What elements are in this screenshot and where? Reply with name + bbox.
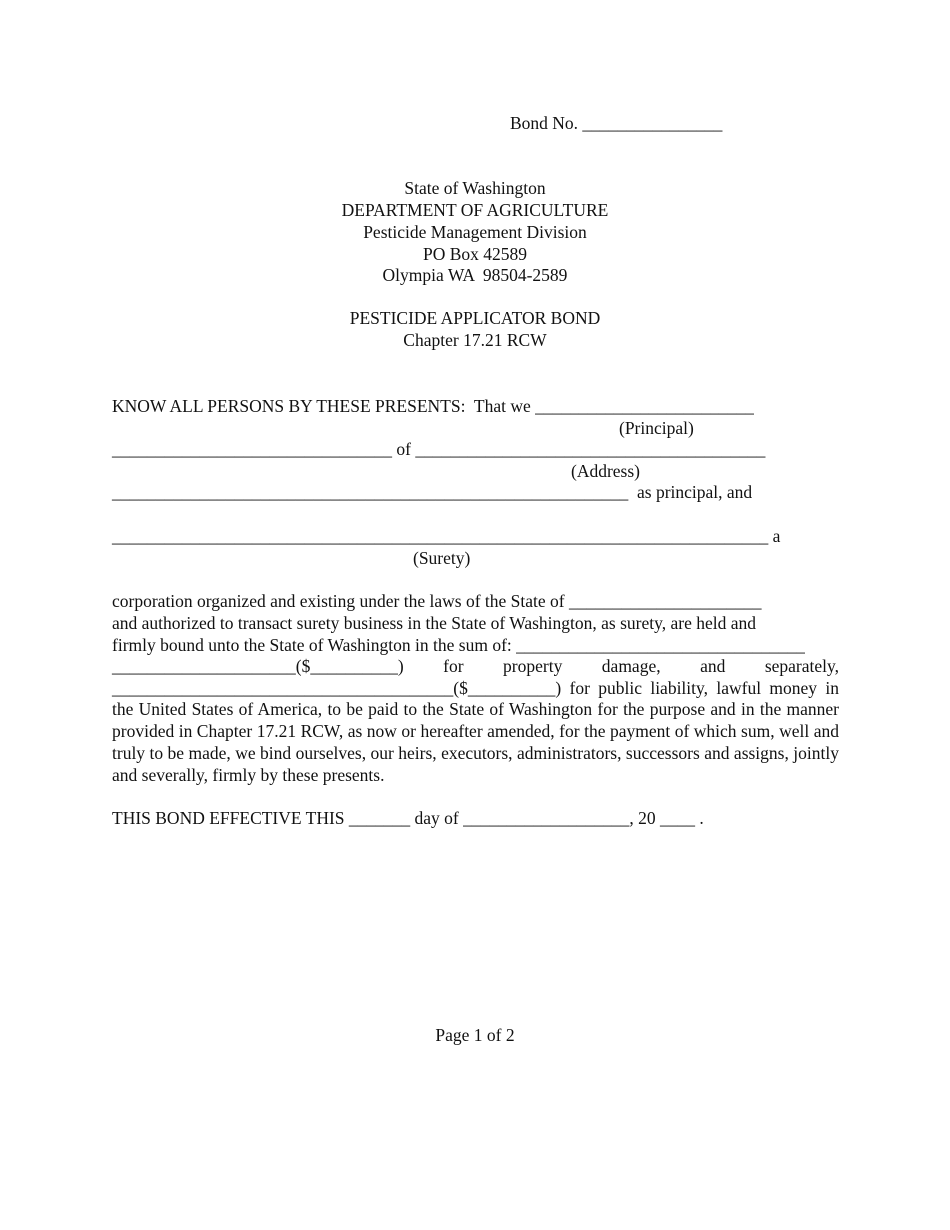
principal-label: (Principal) <box>619 418 694 438</box>
effective-date-line: THIS BOND EFFECTIVE THIS _______ day of ___________________, 20 ____ . <box>112 808 704 828</box>
as-principal-line: ___________________________________________________________ as principal, and <box>112 482 753 502</box>
department-name: DEPARTMENT OF AGRICULTURE <box>341 200 609 220</box>
po-box: PO Box 42589 <box>422 244 528 264</box>
address-label: (Address) <box>571 461 641 481</box>
corporation-line-1: corporation organized and existing under the laws of the State of ______________________ <box>112 591 762 611</box>
chapter-reference: Chapter 17.21 RCW <box>403 330 547 350</box>
city-address: Olympia WA 98504-2589 <box>382 265 568 285</box>
public-liability-line: _______________________________________($__________) for public liability, lawful money in <box>112 678 839 698</box>
surety-label: (Surety) <box>413 548 471 568</box>
corporation-line-3: firmly bound unto the State of Washington in the sum of: _________________________________ <box>112 635 805 655</box>
surety-blank-line: ___________________________________________________________________________ a <box>112 526 781 546</box>
bond-paragraph: the United States of America, to be paid to the State of Washington for the purpose and in the manner provided in Chapter 17.21 RCW, as now or hereafter amended, for the payment of which sum, well and truly to be made, we bind ourselves, our heirs, executors, administrators, successors and assigns, jointly and severally, firmly by these presents. <box>112 699 839 785</box>
of-line: ________________________________ of ________________________________________ <box>112 439 766 459</box>
state-name: State of Washington <box>404 178 546 198</box>
bond-number-line: Bond No. ________________ <box>510 113 723 133</box>
know-all-line: KNOW ALL PERSONS BY THESE PRESENTS: That we _________________________ <box>112 396 754 416</box>
bond-title: PESTICIDE APPLICATOR BOND <box>349 308 601 328</box>
corporation-line-2: and authorized to transact surety business in the State of Washington, as surety, are held and <box>112 613 756 633</box>
page-number: Page 1 of 2 <box>435 1025 515 1045</box>
property-damage-line: _____________________($__________) for property damage, and separately, <box>112 656 839 676</box>
division-name: Pesticide Management Division <box>363 222 587 242</box>
